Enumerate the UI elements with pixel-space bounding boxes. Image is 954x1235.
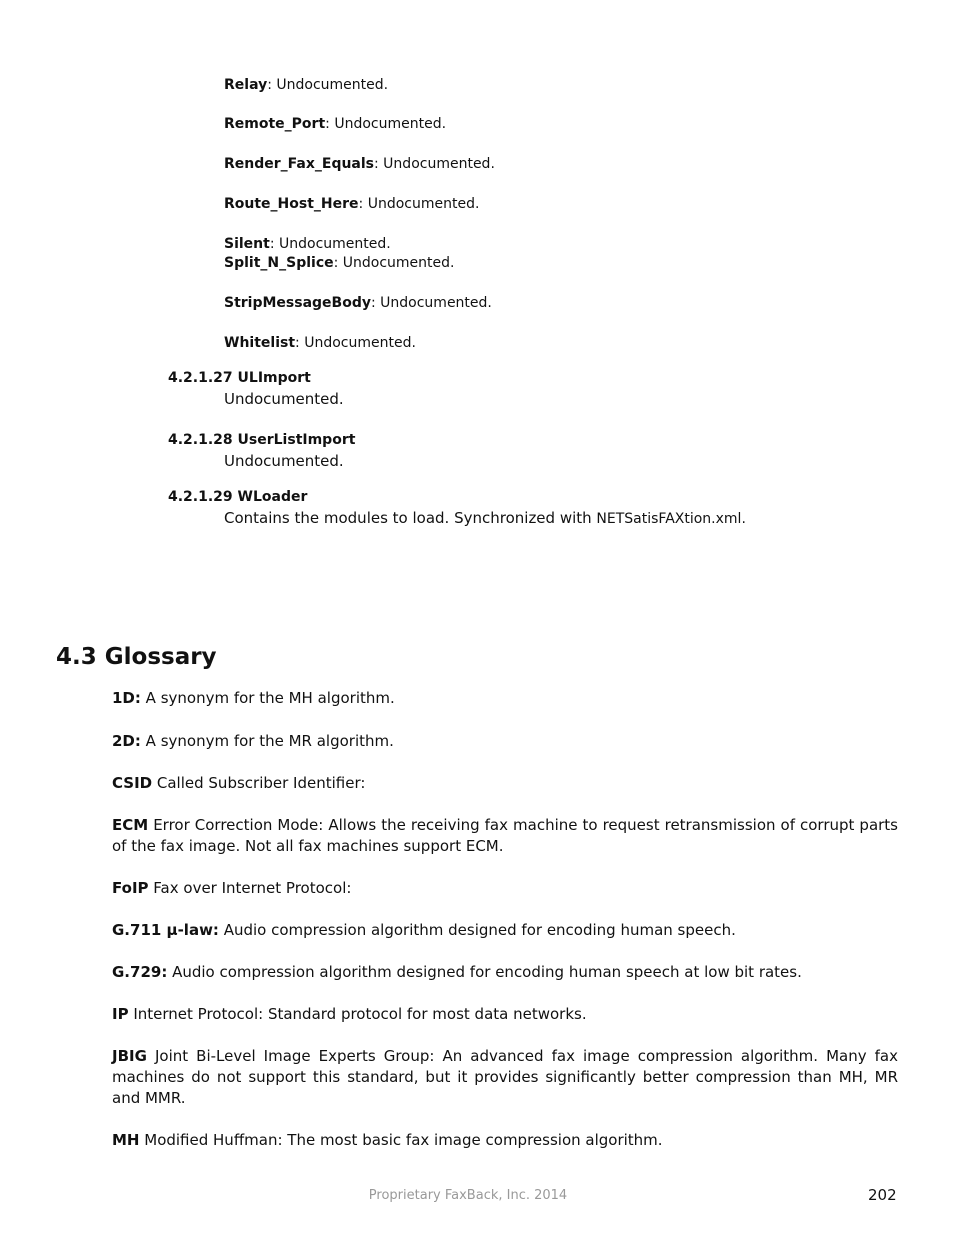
wloader-desc-text: Contains the modules to load. Synchronized with	[224, 509, 597, 527]
option-desc: : Undocumented.	[267, 77, 389, 93]
glossary-def: Joint Bi-Level Image Experts Group: An advanced fax image compression algorithm. Many fax machines do not support this standard, but it provides significantly better compression than MH, MR and MMR.	[112, 1047, 898, 1107]
glossary-entry-g729	[112, 962, 898, 983]
glossary-entry-ip	[112, 1004, 898, 1025]
option-desc: : Undocumented.	[269, 236, 391, 252]
option-name: Whitelist	[224, 335, 296, 351]
glossary-term: G.729:	[112, 963, 168, 981]
subsection-heading-userlistimport: 4.2.1.28 UserListImport	[168, 432, 356, 448]
option-desc: : Undocumented.	[371, 295, 492, 311]
option-name: Remote_Port	[224, 116, 326, 132]
glossary-def: Audio compression algorithm designed for encoding human speech at low bit rates.	[167, 963, 802, 981]
glossary-entry-csid	[112, 773, 898, 794]
wloader-xml-filename: NETSatisFAXtion.xml.	[596, 511, 746, 527]
glossary-entry-1d	[112, 688, 898, 709]
option-name: Split_N_Splice	[224, 255, 334, 271]
option-remote-port	[224, 116, 446, 132]
glossary-entry-ecm	[112, 815, 898, 857]
option-split-n-splice	[224, 255, 454, 271]
glossary-title: 4.3 Glossary	[56, 644, 217, 670]
option-desc: : Undocumented.	[295, 335, 416, 351]
subsection-heading-wloader: 4.2.1.29 WLoader	[168, 489, 308, 505]
option-name: StripMessageBody	[224, 295, 371, 311]
option-name: Silent	[224, 236, 270, 252]
glossary-def: A synonym for the MH algorithm.	[140, 689, 395, 707]
page-number: 202	[868, 1186, 897, 1204]
glossary-term: MH	[112, 1131, 140, 1149]
glossary-def: A synonym for the MR algorithm.	[140, 732, 394, 750]
glossary-term: CSID	[112, 774, 153, 792]
glossary-term: JBIG	[112, 1047, 147, 1065]
option-route-host-here	[224, 196, 479, 212]
option-silent	[224, 236, 391, 252]
glossary-term: 2D:	[112, 732, 141, 750]
glossary-def: Internet Protocol: Standard protocol for most data networks.	[128, 1005, 587, 1023]
glossary-entry-g711	[112, 920, 898, 941]
option-render-fax-equals	[224, 156, 495, 172]
glossary-def: Fax over Internet Protocol:	[148, 879, 352, 897]
page-footer: Proprietary FaxBack, Inc. 2014	[368, 1188, 568, 1203]
glossary-def: Audio compression algorithm designed for encoding human speech.	[218, 921, 736, 939]
glossary-entry-mh	[112, 1130, 898, 1151]
glossary-term: IP	[112, 1005, 129, 1023]
subsection-desc-ulimport: Undocumented.	[224, 390, 344, 408]
option-name: Route_Host_Here	[224, 196, 359, 212]
glossary-def: Modified Huffman: The most basic fax image compression algorithm.	[139, 1131, 663, 1149]
option-relay	[224, 77, 388, 93]
option-name: Relay	[224, 77, 268, 93]
option-desc: : Undocumented.	[358, 196, 480, 212]
option-desc: : Undocumented.	[325, 116, 447, 132]
option-desc: : Undocumented.	[333, 255, 455, 271]
glossary-term: G.711 μ-law:	[112, 921, 219, 939]
glossary-entry-jbig	[112, 1046, 898, 1109]
option-desc: : Undocumented.	[374, 156, 495, 172]
glossary-def: Error Correction Mode: Allows the receiving fax machine to request retransmission of corrupt parts of the fax image. Not all fax machines support ECM.	[112, 816, 898, 855]
glossary-term: ECM	[112, 816, 149, 834]
subsection-heading-ulimport: 4.2.1.27 ULImport	[168, 370, 311, 386]
subsection-desc-wloader	[224, 509, 746, 527]
glossary-def: Called Subscriber Identifier:	[152, 774, 366, 792]
glossary-term: FoIP	[112, 879, 149, 897]
glossary-entry-2d	[112, 731, 898, 752]
option-name: Render_Fax_Equals	[224, 156, 375, 172]
subsection-desc-userlistimport: Undocumented.	[224, 452, 344, 470]
glossary-term: 1D:	[112, 689, 141, 707]
glossary-entry-foip	[112, 878, 898, 899]
option-strip-message-body	[224, 295, 492, 311]
option-whitelist	[224, 335, 416, 351]
